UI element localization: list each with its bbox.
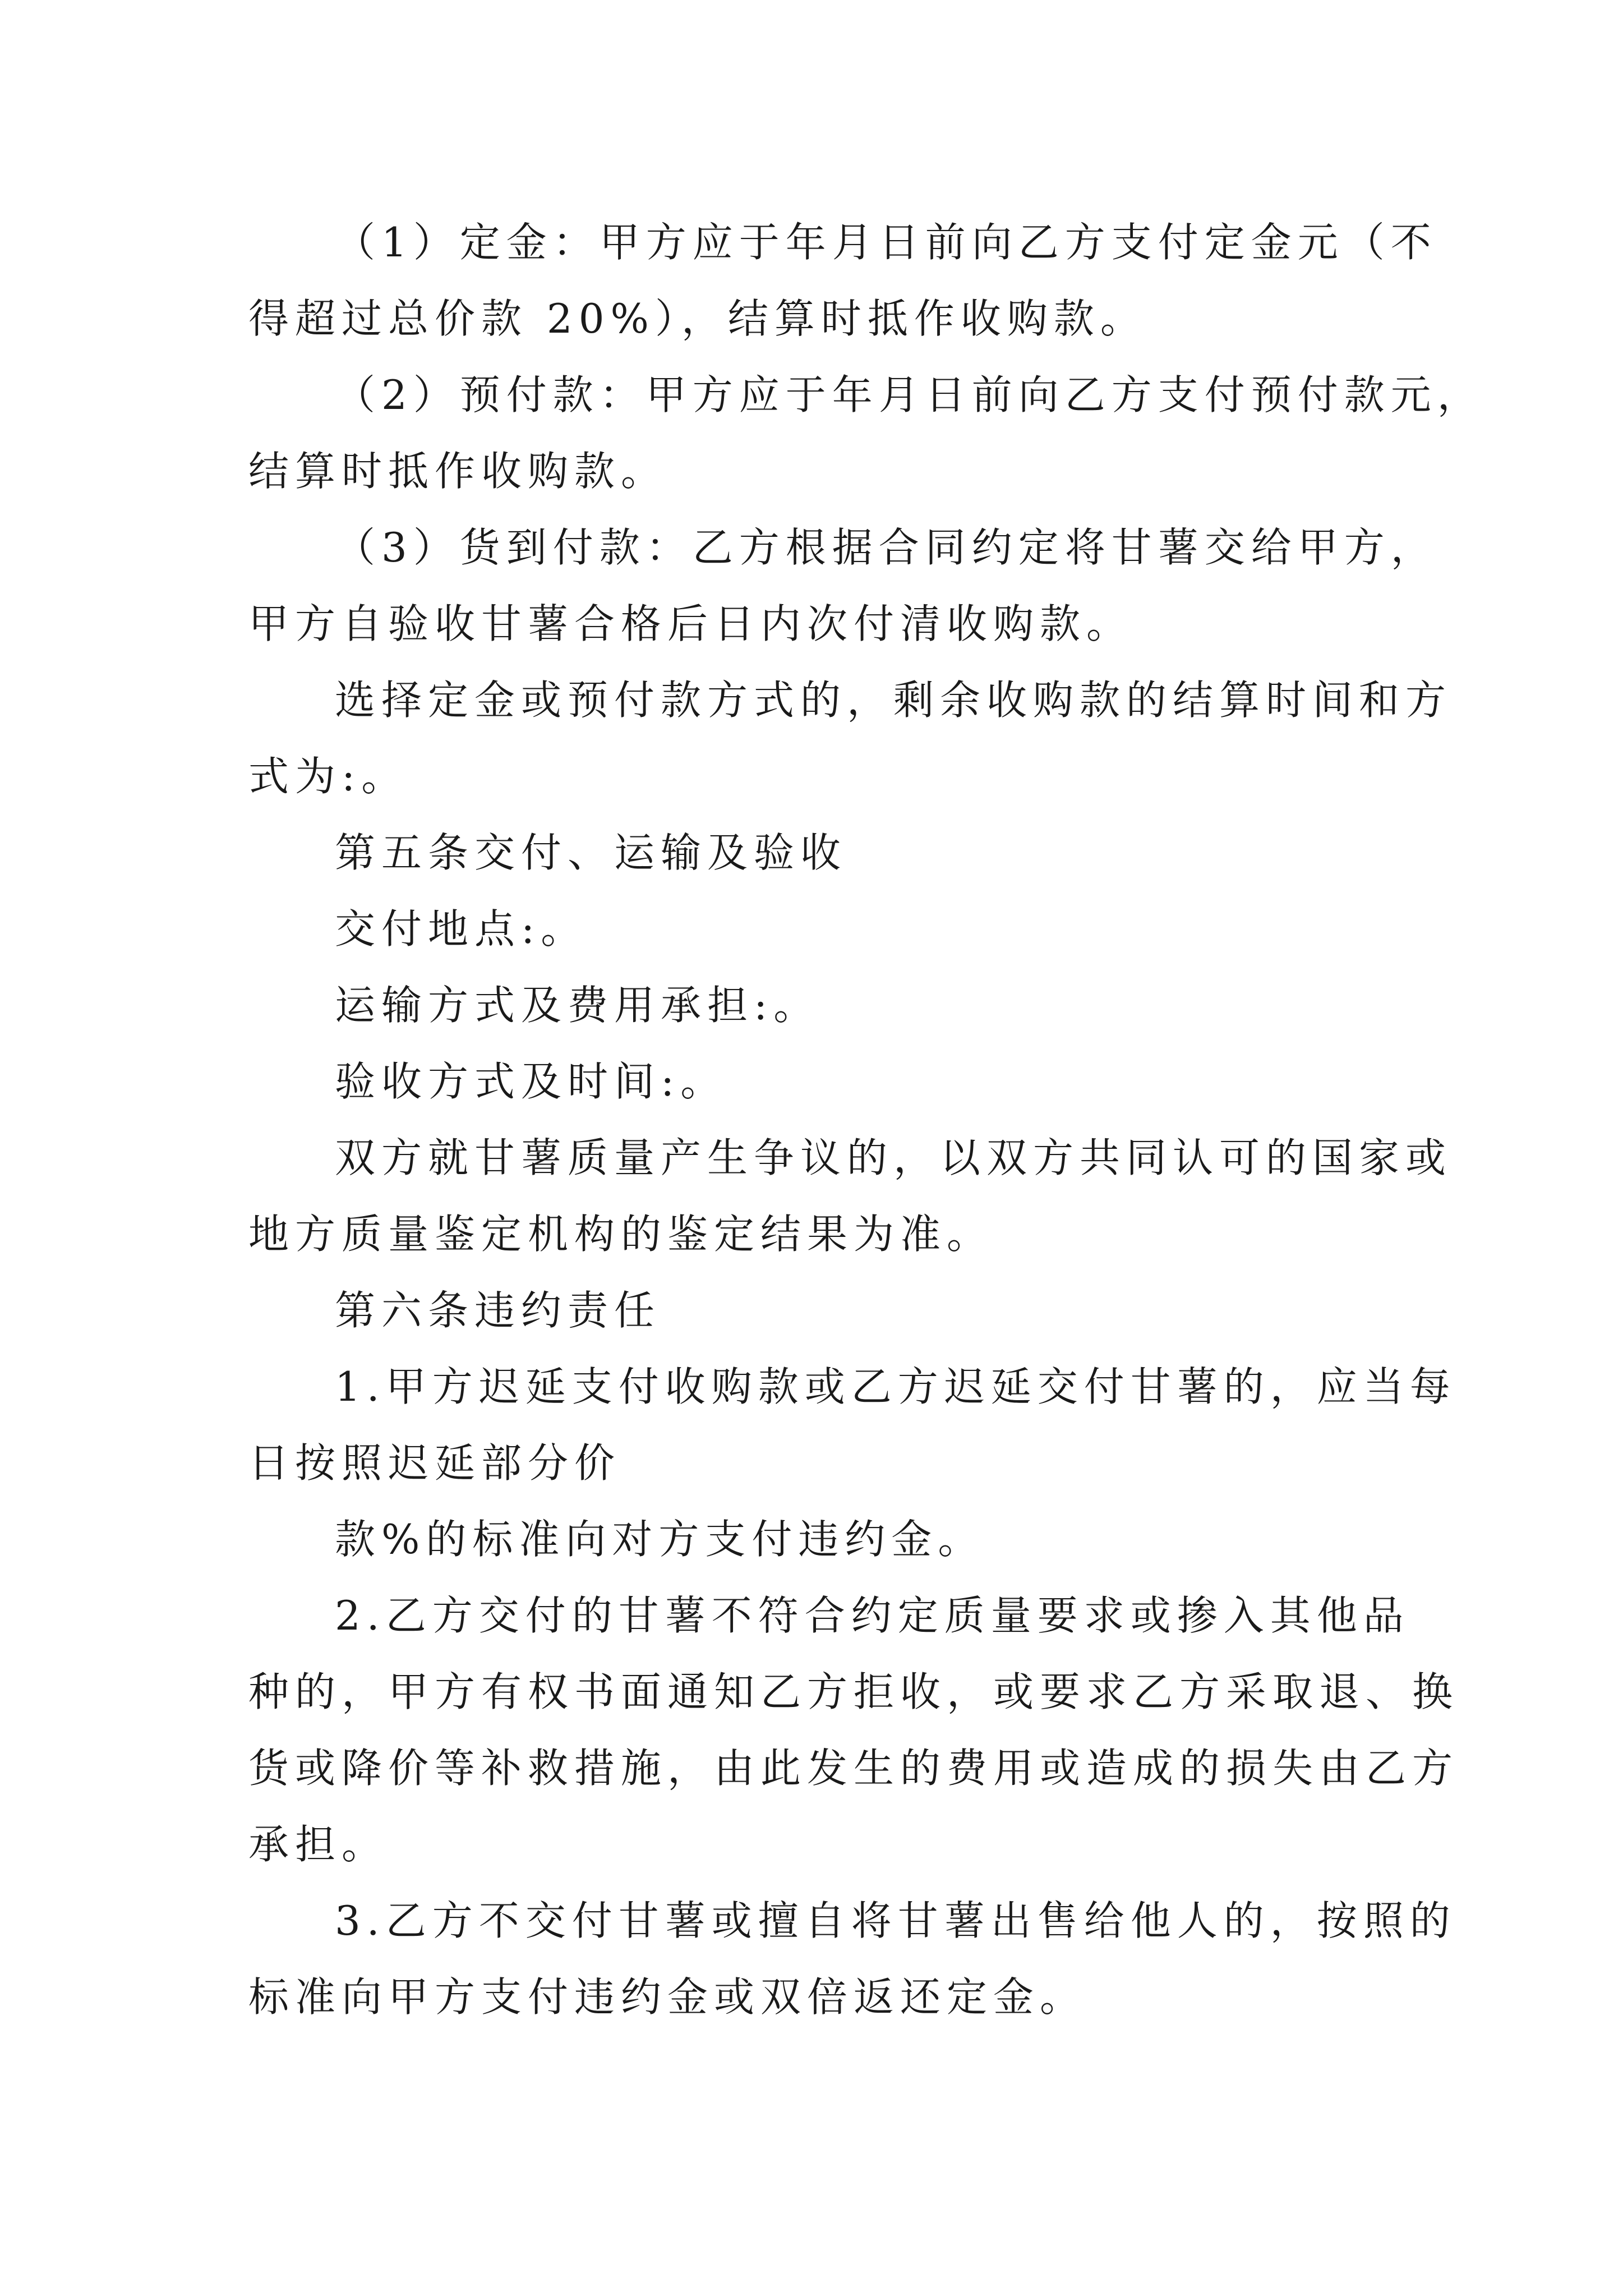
- text-line: 结算时抵作收购款。: [248, 448, 668, 495]
- text-line: 得超过总价款 20%），结算时抵作收购款。: [248, 295, 1147, 342]
- text-line: 款%的标准向对方支付违约金。: [335, 1516, 985, 1563]
- text-line: （1）定金：甲方应于年月日前向乙方支付定金元（不: [335, 219, 1437, 266]
- text-line: 2.乙方交付的甘薯不符合约定质量要求或掺入其他品: [335, 1592, 1410, 1639]
- text-line: 甲方自验收甘薯合格后日内次付清收购款。: [248, 600, 1133, 647]
- text-line: 选择定金或预付款方式的，剩余收购款的结算时间和方: [335, 677, 1453, 724]
- text-line: 交付地点:。: [335, 905, 588, 953]
- text-line: （2）预付款：甲方应于年月日前向乙方支付预付款元，: [335, 371, 1484, 418]
- text-line: 式为:。: [248, 753, 408, 800]
- text-line: 承担。: [248, 1821, 389, 1868]
- section-heading: 第五条交付、运输及验收: [335, 829, 847, 876]
- text-line: 3.乙方不交付甘薯或擅自将甘薯出售给他人的，按照的: [335, 1897, 1456, 1944]
- text-line: 货或降价等补救措施，由此发生的费用或造成的损失由乙方: [248, 1745, 1459, 1792]
- text-line: 地方质量鉴定机构的鉴定结果为准。: [248, 1211, 994, 1258]
- section-heading: 第六条违约责任: [335, 1287, 661, 1334]
- text-line: 验收方式及时间:。: [335, 1058, 727, 1105]
- text-line: 种的，甲方有权书面通知乙方拒收，或要求乙方采取退、换: [248, 1668, 1459, 1715]
- text-line: 1.甲方迟延支付收购款或乙方迟延交付甘薯的，应当每: [335, 1363, 1456, 1410]
- text-line: 标准向甲方支付违约金或双倍返还定金。: [248, 1973, 1087, 2021]
- text-line: 双方就甘薯质量产生争议的，以双方共同认可的国家或: [335, 1134, 1453, 1181]
- text-line: 运输方式及费用承担:。: [335, 982, 820, 1029]
- text-line: 日按照迟延部分价: [248, 1439, 621, 1487]
- text-line: （3）货到付款：乙方根据合同约定将甘薯交给甲方，: [335, 524, 1437, 571]
